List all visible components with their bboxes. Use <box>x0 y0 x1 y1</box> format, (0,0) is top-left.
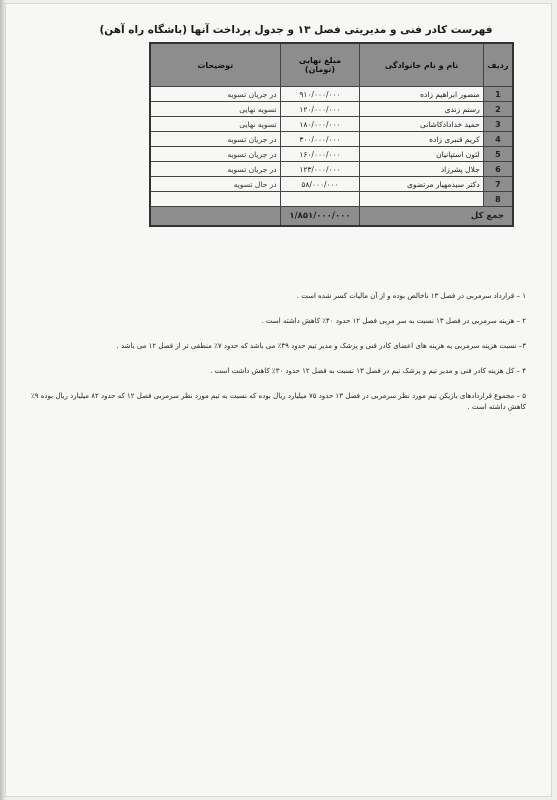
header-name: نام و نام خانوادگی <box>360 43 483 87</box>
header-index: ردیف <box>483 43 513 87</box>
row-description: در جریان تسویه <box>150 162 280 177</box>
table-row <box>150 117 513 132</box>
header-description: توضیحات <box>150 43 280 87</box>
row-name: کریم قنبری زاده <box>360 132 483 147</box>
row-description: تسویه نهایی <box>150 102 280 117</box>
notes-section <box>20 291 526 427</box>
note-2: ۲ – هزینه سرمربی در فصل ۱۳ نسبت به سر مربی فصل ۱۲ حدود ۴۰٪ کاهش داشته است . <box>261 317 526 325</box>
row-index: 8 <box>483 192 513 207</box>
table-row <box>150 132 513 147</box>
row-amount: ۱۸۰/۰۰۰/۰۰۰ <box>280 117 360 132</box>
row-name: لئون استپانیان <box>360 147 483 162</box>
row-amount <box>280 192 360 207</box>
row-name: جلال پشرزاد <box>360 162 483 177</box>
document-title: فهرست کادر فنی و مدیریتی فصل ۱۳ و جدول پرداخت آنها (باشگاه راه آهن) <box>99 24 493 36</box>
row-amount: ۱۶۰/۰۰۰/۰۰۰ <box>280 147 360 162</box>
table-row <box>150 147 513 162</box>
total-label: جمع کل <box>360 207 513 227</box>
table-row <box>150 162 513 177</box>
row-index: 5 <box>483 147 513 162</box>
row-description: در جریان تسویه <box>150 132 280 147</box>
note-3: ۳– نسبت هزینه سرمربی به هزینه های اعضای کادر فنی و پزشک و مدیر تیم حدود ۴۹٪ می باشد که حدود ۷٪ منطقی تر از فصل ۱۲ می باشد . <box>116 342 526 350</box>
row-name <box>360 192 483 207</box>
total-amount: ۱/۸۵۱/۰۰۰/۰۰۰ <box>280 207 360 227</box>
row-index: 3 <box>483 117 513 132</box>
row-amount: ۱۲۳/۰۰۰/۰۰۰ <box>280 162 360 177</box>
row-name: رستم زندی <box>360 102 483 117</box>
table-total-row <box>150 207 513 227</box>
row-index: 7 <box>483 177 513 192</box>
table-row <box>150 192 513 207</box>
note-4: ۴ – کل هزینه کادر فنی و مدیر تیم و پزشک تیم در فصل ۱۳ نسبت به فصل ۱۲ حدود ۳۰٪ کاهش داشت است . <box>210 367 526 375</box>
row-amount: ۱۲۰/۰۰۰/۰۰۰ <box>280 102 360 117</box>
row-amount: ۳۰۰/۰۰۰/۰۰۰ <box>280 132 360 147</box>
row-index: 6 <box>483 162 513 177</box>
row-description: در جریان تسویه <box>150 87 280 102</box>
row-name: دکتر سیدمهیار مرتضوی <box>360 177 483 192</box>
row-description: در حال تسویه <box>150 177 280 192</box>
document-page <box>6 4 551 796</box>
row-description <box>150 192 280 207</box>
table-header-row <box>150 43 513 87</box>
row-index: 1 <box>483 87 513 102</box>
header-amount: مبلغ نهایی (تومان) <box>280 43 360 87</box>
row-index: 4 <box>483 132 513 147</box>
table-row <box>150 102 513 117</box>
note-1: ۱ – قرارداد سرمربی در فصل ۱۳ ناخالص بوده و از آن مالیات کسر شده است . <box>296 292 526 300</box>
note-5: ۵ – مجموع قراردادهای بازیکن تیم مورد نظر سرمربی در فصل ۱۳ حدود ۷۵ میلیارد ریال بوده که نسبت به تیم مورد نظر سرمربی فصل ۱۲ که حدود ۸۲ میلیارد ریال بوده ۹٪ کاهش داشته است . <box>30 392 526 411</box>
row-description: تسویه نهایی <box>150 117 280 132</box>
row-name: منصور ابراهیم زاده <box>360 87 483 102</box>
total-empty-cell <box>150 207 280 227</box>
row-name: حمید خدادادکاشانی <box>360 117 483 132</box>
row-index: 2 <box>483 102 513 117</box>
row-amount: ۵۸/۰۰۰/۰۰۰ <box>280 177 360 192</box>
staff-payment-table <box>149 42 514 227</box>
row-amount: ۹۱۰/۰۰۰/۰۰۰ <box>280 87 360 102</box>
table-row <box>150 177 513 192</box>
table-row <box>150 87 513 102</box>
row-description: در جریان تسویه <box>150 147 280 162</box>
